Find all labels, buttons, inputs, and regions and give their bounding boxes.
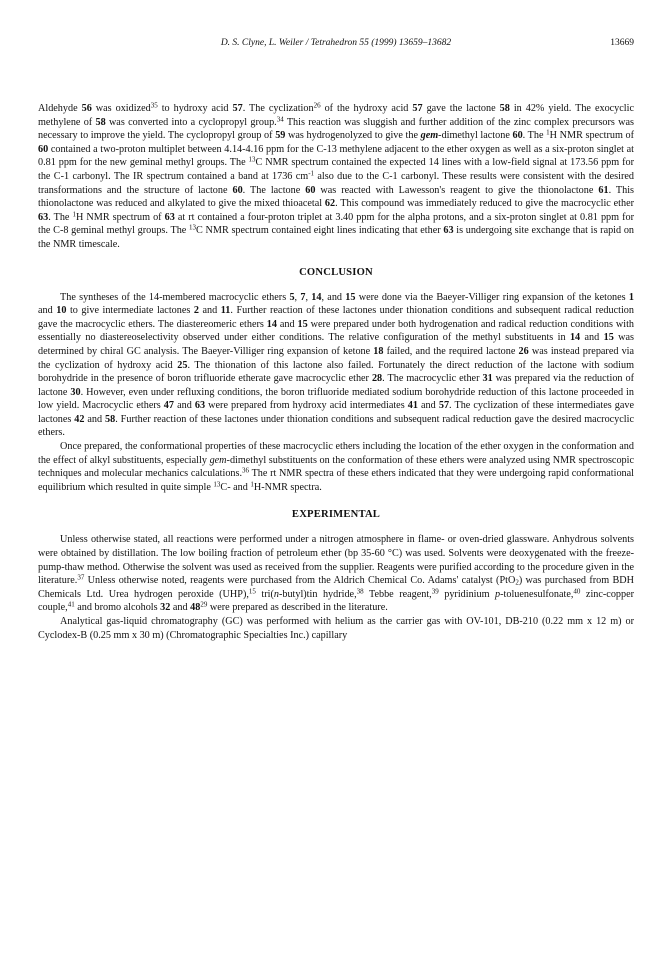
- paper-page: [38, 38, 634, 642]
- conclusion-paragraph-2: Once prepared, the conformational properties of these macrocyclic ethers including the location of the ether oxygen in the conformation and the effect of alkyl substituents, especially gem-dimethyl substituents on the conformation of these ethers were analyzed using NMR spectroscopic techniques and molecular mechanics calculations.$^{36}$ The rt NMR spectra of these ethers indicated that they were undergoing rapid conformational equilibrium which resulted in quite simple $^{13}$C- and $^1$H-NMR spectra.: [38, 441, 634, 493]
- conclusion-paragraph-1: The syntheses of the 14-membered macrocyclic ethers 5, 7, 14, and 15 were done via the Baeyer-Villiger ring expansion of the ketones 1 and 10 to give intermediate lactones 2 and 11. Further reaction of these lactones under thionation conditions and subsequent radical reduction gave the macrocyclic ethers. The diastereomeric ethers 14 and 15 were prepared under both hydrogenation and radical reduction conditions with essentially no diastereoselectivity observed under either conditions. The relative configuration of the methyl substituents in 14 and 15 was determined by chiral GC analysis. The Baeyer-Villiger ring expansion of ketone 18 failed, and the required lactone 26 was instead prepared via the cyclization of hydroxy acid 25. The thionation of this lactone also failed. Fortunately the direct reduction of the lactone with sodium borohydride in the presence of boron trifluoride etherate gave macrocyclic ether 28. The macrocyclic ether 31 was prepared via the reduction of lactone 30. However, even under refluxing conditions, the boron trifluoride mediated sodium borohydride reduction of this lactone proceeded in low yield. Macrocyclic ethers 47 and 63 were prepared from hydroxy acid intermediates 41 and 57. The cyclization of these intermediates gave lactones 42 and 58. Further reaction of these lactones under thionation conditions and subsequent radical reduction gave the desired macrocyclic ethers.: [38, 291, 635, 439]
- experimental-heading: EXPERIMENTAL: [291, 509, 381, 521]
- page-number: 13669: [610, 38, 634, 48]
- running-title: D. S. Clyne, L. Weiler / Tetrahedron 55 (1999) 13659–13682: [220, 38, 452, 48]
- conclusion-heading: CONCLUSION: [299, 266, 373, 278]
- results-paragraph: Aldehyde 56 was oxidized$^{35}$ to hydroxy acid 57. The cyclization$^{26}$ of the hydroxy acid 57 gave the lactone 58 in 42% yield. The exocyclic methylene of 58 was converted into a cyclopropyl group.$^{34}$ This reaction was sluggish and further addition of the zinc complex precursors was necessary to improve the yield. The cyclopropyl group of 59 was hydrogenolyzed to give the gem-dimethyl lactone 60. The $^1$H NMR spectrum of 60 contained a two-proton multiplet between 4.14-4.16 ppm for the C-13 methylene adjacent to the ether oxygen as well as a six-proton singlet at 0.81 ppm for the new geminal methyl groups. The $^{13}$C NMR spectrum contained the expected 14 lines with a low-field signal at 173.56 ppm for the C-1 carbonyl. The IR spectrum contained a band at 1736 $cm^{-1}$ also due to the C-1 carbonyl. These results were consistent with the desired transformations and the structure of lactone 60. The lactone 60 was reacted with Lawesson's reagent to give the thionolactone 61. This thionolactone was reduced and alkylated to give the mixed thioacetal 62. This compound was immediately reduced to give the macrocyclic ether 63. The $^1$H NMR spectrum of 63 at rt contained a four-proton triplet at 3.40 ppm for the alpha protons, and a six-proton singlet at 0.81 ppm for the C-8 geminal methyl groups. The $^{13}$C NMR spectrum contained eight lines indicating that ether 63 is undergoing site exchange that is rapid on the NMR timescale.: [38, 101, 635, 250]
- experimental-paragraph-1: Unless otherwise stated, all reactions were performed under a nitrogen atmosphere in flame- or oven-dried glassware. Anhydrous solvents were obtained by distillation. The low boiling fraction of petroleum ether (bp 35-60 °C) was used. Solvents were deoxygenated with the freeze-pump-thaw method. Otherwise the solvent was used as received from the supplier. Reagents were purified according to the procedure given in the literature.$^{37}$ Unless otherwise noted, reagents were purchased from the Aldrich Chemical Co. Adams' catalyst (PtO$_2$) was purchased from BDH Chemicals Ltd. Urea hydrogen peroxide (UHP),$^{15}$ tri(n-butyl)tin hydride,$^{38}$ Tebbe reagent,$^{39}$ pyridinium p-toluenesulfonate,$^{40}$ zinc-copper couple,$^{41}$ and bromo alcohols 32 and $48^{29}$ were prepared as described in the literature.: [38, 534, 635, 614]
- experimental-paragraph-2: Analytical gas-liquid chromatography (GC) was performed with helium as the carrier gas with OV-101, DB-210 (0.22 mm x 12 m) or Cyclodex-B (0.25 mm x 30 m) (Chromatographic Specialties Inc.) capillary: [38, 616, 634, 641]
- running-head: [38, 38, 634, 52]
